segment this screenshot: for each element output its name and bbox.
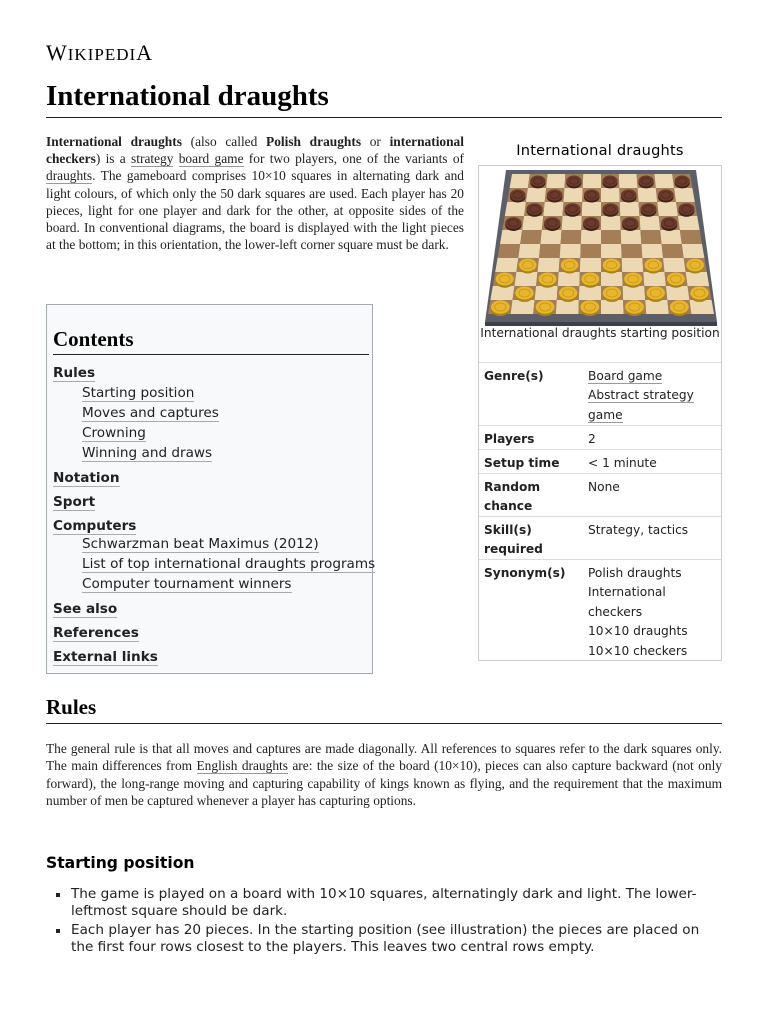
toc-item-references[interactable]: References [53, 625, 139, 641]
toc-item-sport[interactable]: Sport [53, 494, 96, 510]
board-square-light [689, 300, 714, 314]
board-square-light [581, 230, 601, 244]
infobox-value-setup-time: < 1 minute [588, 456, 657, 470]
dark-piece [621, 189, 637, 200]
board-square-light [535, 286, 558, 300]
board-square-light [654, 174, 674, 188]
board-square-light [622, 258, 644, 272]
synonym-10x10-draughts: 10×10 draughts [588, 624, 688, 639]
infobox-value-players: 2 [588, 432, 596, 446]
wikipedia-wordmark[interactable] [46, 40, 153, 66]
board-square-light [560, 244, 581, 258]
intro-text-2: (also called [181, 134, 267, 149]
infobox-caption: International draughts starting position [480, 326, 720, 340]
board-square-light [505, 202, 526, 216]
toc-item-rules[interactable]: Rules [53, 365, 96, 381]
board-square-light [511, 300, 535, 314]
light-piece [491, 300, 510, 314]
board-square-dark [539, 244, 561, 258]
infobox-row-genre [479, 362, 721, 426]
light-piece [603, 259, 621, 272]
list-item-text: Each player has 20 pieces. In the starting position (see illustration) the pieces are placed on the first four rows closest to the players. This leaves two central rows empty. [71, 922, 700, 955]
link-board-game[interactable]: board game [178, 151, 244, 167]
list-item-text: The game is played on a board with 10×10 squares, alternatingly dark and light. The lower-leftmost square should be dark. [71, 886, 697, 919]
toc-item-crowning[interactable]: Crowning [82, 425, 146, 441]
dark-piece [679, 203, 695, 214]
synonym-international-checkers: International checkers [588, 585, 666, 619]
light-piece [686, 259, 704, 272]
starting-position-list [46, 886, 722, 958]
board-square-light [601, 272, 623, 286]
board-square-light [582, 202, 601, 216]
dark-piece [565, 203, 581, 214]
dark-piece [566, 176, 581, 187]
dark-piece [622, 217, 638, 229]
light-piece [645, 259, 663, 272]
toc-item-winning-and-draws[interactable]: Winning and draws [82, 445, 213, 461]
wordmark-w: W [46, 40, 68, 65]
infobox-row-synonyms [479, 559, 721, 660]
board-square-light [562, 216, 582, 230]
board-square-light [543, 202, 563, 216]
board-square-light [495, 258, 518, 272]
light-piece [559, 286, 577, 299]
board-image[interactable] [484, 168, 718, 326]
dark-piece [602, 176, 617, 187]
board-square-light [538, 258, 560, 272]
infobox-row-random-chance [479, 473, 721, 517]
link-genre-board-game[interactable]: Board game [588, 369, 663, 383]
intro-paragraph [46, 133, 464, 253]
board-square-light [678, 216, 700, 230]
dark-piece [547, 189, 563, 200]
board-square-light [682, 244, 705, 258]
light-piece [647, 286, 665, 299]
board-square-light [558, 272, 580, 286]
infobox-row-players [479, 425, 721, 450]
board-square-light [623, 286, 646, 300]
dark-piece [505, 217, 521, 229]
light-piece [667, 273, 685, 286]
toc-item-notation[interactable]: Notation [53, 470, 120, 486]
light-piece [515, 286, 533, 299]
dark-piece [527, 203, 543, 214]
board-square-light [639, 216, 660, 230]
list-item [46, 922, 722, 956]
dark-piece [639, 176, 654, 187]
board-square-light [638, 188, 658, 202]
dark-piece [641, 203, 657, 214]
infobox-title: International draughts [516, 142, 684, 159]
bullet-icon [56, 893, 60, 897]
rules-text-1: The general rule is that all moves and captures are made diagonally. All references to squares refer to the dark squares only. The main differences from [46, 741, 722, 774]
toc-item-external-links[interactable]: External links [53, 649, 158, 665]
light-piece [519, 259, 537, 272]
synonym-10x10-checkers: 10×10 checkers [588, 643, 688, 658]
infobox-value-skills: Strategy, tactics [588, 523, 689, 537]
board-square-dark [640, 230, 661, 244]
board-square-dark [580, 244, 601, 258]
dark-piece [675, 176, 690, 187]
board-square-light [546, 174, 565, 188]
infobox-label-genre: Genre(s) [484, 369, 544, 383]
intro-bold-checkers: international checkers [46, 134, 464, 167]
board-square-dark [601, 230, 621, 244]
board-square-light [580, 258, 601, 272]
board-square-dark [621, 244, 642, 258]
board-square-dark [561, 230, 582, 244]
intro-text-8: for two players, one of the variants of [243, 151, 464, 167]
intro-text-7 [173, 151, 178, 166]
toc-item-moves-and-captures[interactable]: Moves and captures [82, 405, 219, 421]
board-square-light [674, 188, 695, 202]
intro-text-4: or [361, 134, 390, 149]
board-square-light [510, 174, 530, 188]
board-square-light [540, 230, 561, 244]
list-item [46, 886, 722, 920]
board-square-dark [680, 230, 702, 244]
board-square-light [500, 230, 522, 244]
light-piece [496, 273, 514, 286]
infobox-row-setup-time [479, 449, 721, 474]
board-square-light [526, 188, 546, 202]
board-square-light [563, 188, 582, 202]
infobox-label-setup-time: Setup time [484, 456, 560, 470]
dark-piece [603, 203, 619, 214]
dark-piece [584, 189, 600, 200]
board-square-light [621, 230, 642, 244]
light-piece [603, 286, 621, 299]
board-square-light [490, 286, 514, 300]
board-square-light [518, 244, 540, 258]
board-square-light [579, 286, 601, 300]
board-square-light [583, 174, 601, 188]
infobox-label-random-chance: Random chance [484, 480, 541, 514]
board-square-dark [498, 244, 521, 258]
page-title: International draughts [46, 78, 722, 118]
board-square-light [663, 258, 686, 272]
infobox-row-skills [479, 516, 721, 560]
intro-text-6: ) is a [95, 151, 132, 167]
toc-item-see-also[interactable]: See also [53, 601, 118, 617]
link-strategy[interactable]: strategy [131, 151, 174, 167]
light-piece [670, 300, 689, 314]
toc-item-computers[interactable]: Computers [53, 518, 137, 534]
board-square-light [556, 300, 579, 314]
board-square-light [601, 188, 620, 202]
intro-bold-polish: Polish draughts [266, 134, 362, 149]
light-piece [625, 300, 644, 314]
toc-item-schwarzman[interactable]: Schwarzman beat Maximus (2012) [82, 536, 319, 552]
rules-text-2: are: the size of the board (10×10), pieces can also capture backward (not only forward), the long-range moving and capturing capability of kings known as flying, and the requirement that the maximum number of men be captured whenever a player has capturing options. [46, 758, 722, 809]
toc-item-tournament-winners[interactable]: Computer tournament winners [82, 576, 292, 592]
infobox-value-random-chance: None [588, 480, 620, 494]
section-heading-starting-position: Starting position [46, 854, 195, 872]
intro-bold-name: International draughts [46, 134, 182, 149]
infobox-label-synonyms: Synonym(s) [484, 566, 566, 580]
board-square-dark [662, 244, 684, 258]
bullet-icon [56, 929, 60, 933]
wordmark-a: A [136, 40, 154, 65]
board-square-light [666, 286, 690, 300]
board-square-light [686, 272, 710, 286]
dark-piece [661, 217, 677, 229]
light-piece [690, 286, 708, 299]
board-square-light [660, 230, 682, 244]
toc-title: Contents [53, 327, 369, 355]
synonym-polish: Polish draughts [588, 566, 682, 580]
dark-piece [544, 217, 560, 229]
dark-piece [583, 217, 599, 229]
table-of-contents [46, 304, 376, 674]
board-square-light [601, 216, 621, 230]
light-piece [581, 273, 599, 286]
infobox-value-synonyms [588, 564, 718, 661]
light-piece [561, 259, 579, 272]
light-piece [539, 273, 557, 286]
board-square-light [657, 202, 678, 216]
link-draughts[interactable]: draughts [46, 168, 93, 184]
dark-piece [658, 189, 674, 200]
board-square-light [514, 272, 537, 286]
dark-piece [510, 189, 526, 200]
board-square-light [641, 244, 663, 258]
board-square-light [620, 202, 640, 216]
infobox-label-skills: Skill(s) required [484, 523, 543, 557]
infobox-label-players: Players [484, 432, 535, 446]
board-square-light [522, 216, 543, 230]
light-piece [624, 273, 642, 286]
board-square-dark [520, 230, 542, 244]
intro-text-9: . The gameboard comprises 10×10 squares in alternating dark and light colours, of which only the 50 dark squares are used. Each player has 20 pieces, light for one player and dark for the other, at opposite sides of the board. In conventional diagrams, the board is displayed with the light pieces at the bottom; in this orientation, the lower-left corner square must be dark. [46, 168, 464, 253]
rules-paragraph [46, 740, 722, 810]
toc-item-top-programs[interactable]: List of top international draughts programs [82, 556, 376, 572]
wordmark-middle: IKIPEDI [67, 45, 137, 64]
toc-item-starting-position[interactable]: Starting position [82, 385, 195, 401]
light-piece [580, 300, 599, 314]
dark-piece [530, 176, 545, 187]
link-genre-abstract-strategy[interactable]: Abstract strategy game [588, 388, 694, 422]
infobox [478, 134, 722, 661]
infobox-value-genre [588, 367, 718, 425]
board-square-light [619, 174, 638, 188]
board-square-light [643, 272, 666, 286]
section-heading-rules: Rules [46, 694, 722, 724]
board-square-light [645, 300, 669, 314]
light-piece [536, 300, 555, 314]
link-english-draughts[interactable]: English draughts [196, 758, 288, 774]
board-square-light [601, 300, 624, 314]
board-square-light [601, 244, 622, 258]
